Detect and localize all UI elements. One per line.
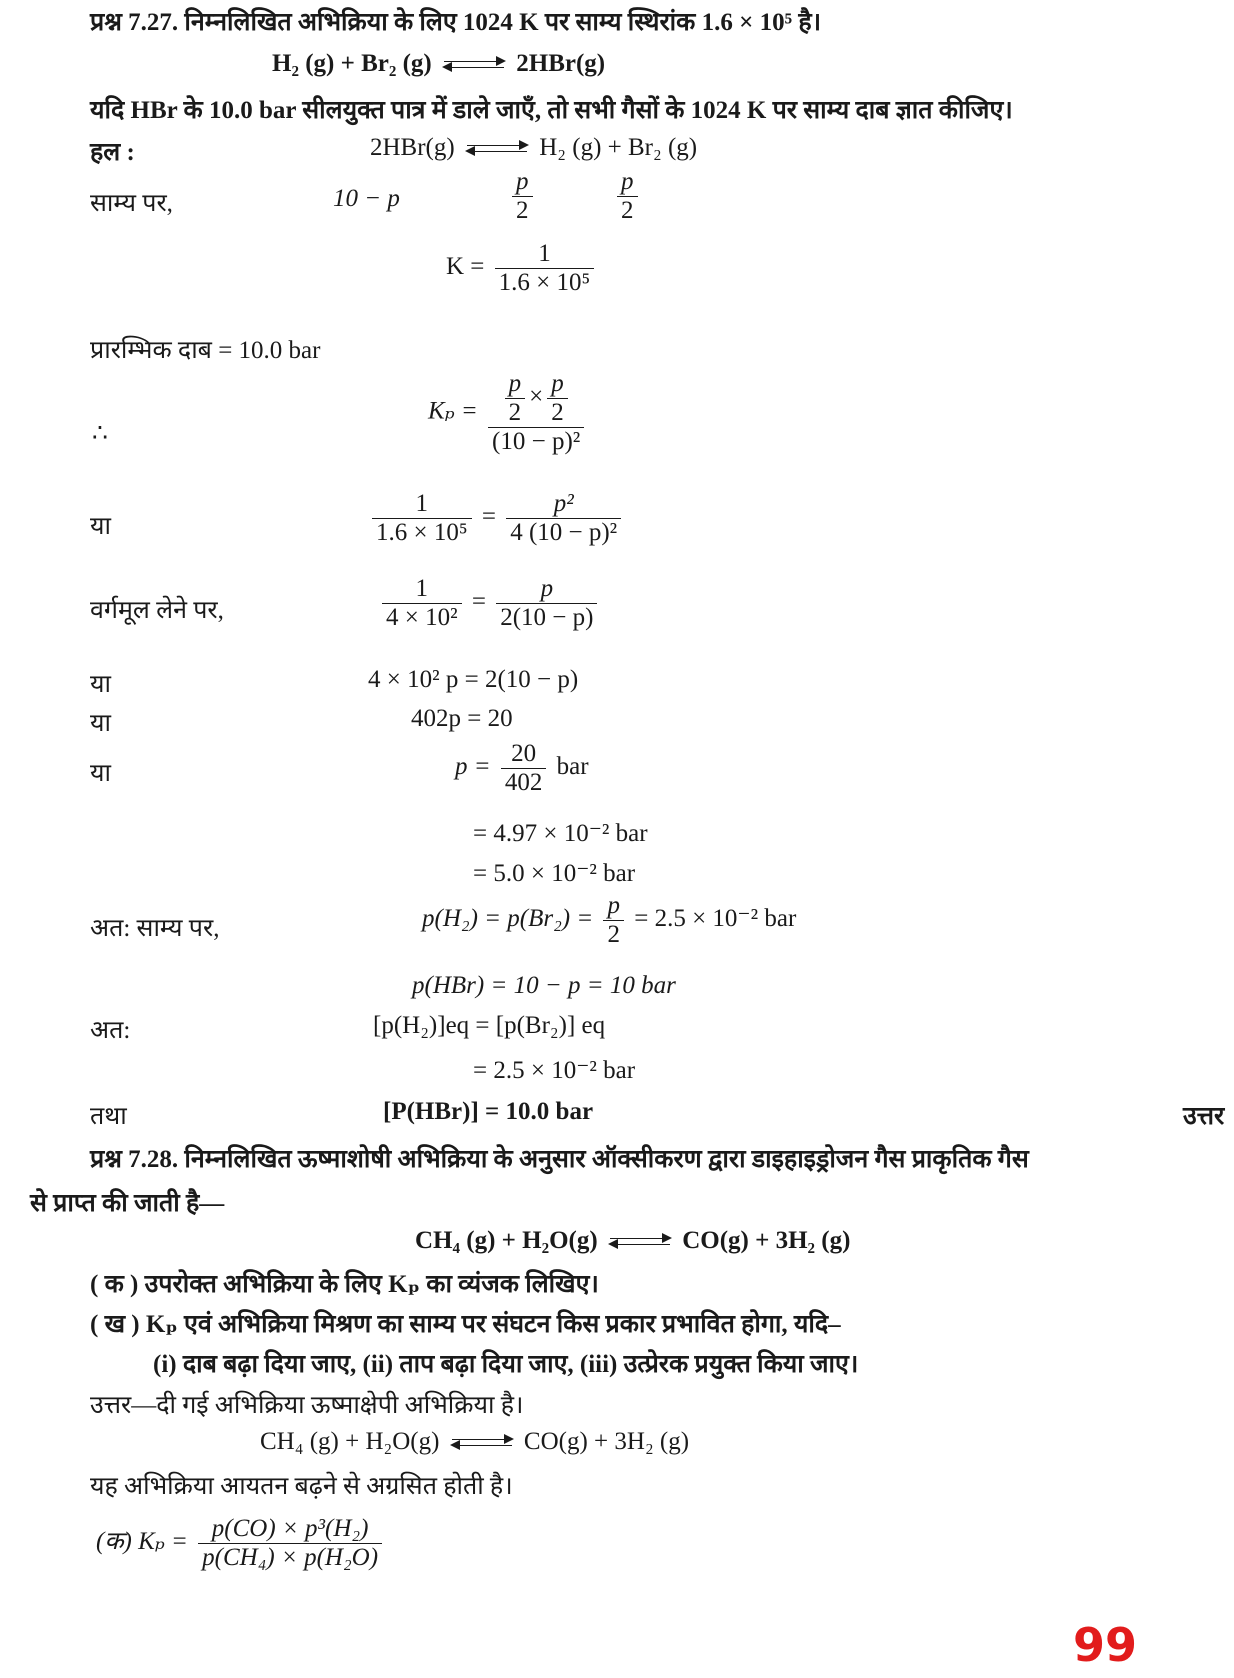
equilibrium-arrow-icon [452, 1436, 512, 1450]
ya-label-4: या [90, 760, 111, 787]
reaction-right: 2HBr(g) [516, 50, 606, 77]
saamya-par-label: साम्य पर, [90, 190, 173, 217]
sqrt-rhs-num: p [540, 575, 554, 602]
page-number: 99 [1073, 1618, 1138, 1672]
question-7-28-title-line1: प्रश्न 7.28. निम्नलिखित ऊष्माशोषी अभिक्रिया के अनुसार ऑक्सीकरण द्वारा डाइहाइड्रोजन गैस प्राकृतिक गैस [90, 1146, 1029, 1173]
partial-pressure-eq [422, 892, 796, 949]
part-ka: ( क ) उपरोक्त अभिक्रिया के लिए Kₚ का व्यंजक लिखिए। [90, 1271, 599, 1298]
value-2: = 5.0 × 10⁻² bar [473, 860, 636, 887]
equilibrium-arrow-icon [610, 1235, 670, 1249]
reaction-equation-3 [260, 1428, 689, 1456]
two-den: 2 [603, 920, 624, 949]
p-eq-label: p = [455, 753, 491, 781]
kp-num: $\frac{p}{2}$ × $\frac{p}{2}$ [497, 370, 576, 427]
p-half-1 [508, 168, 537, 225]
two-den: 2 [512, 196, 533, 225]
step-2: 402p = 20 [411, 705, 513, 732]
ten-minus-p-text: 10 − p [333, 185, 400, 212]
reaction-right: CO(g) + 3H₂ (g) [523, 1428, 690, 1455]
k-equation [446, 240, 598, 297]
lhs-num: 1 [415, 490, 429, 517]
kp-expression-label: (क) Kₚ = [96, 1528, 188, 1556]
bar-unit: bar [556, 753, 589, 781]
p-num: p [551, 370, 564, 397]
k-den: 1.6 × 10⁵ [495, 268, 595, 297]
kp-expression [96, 1515, 386, 1572]
rhs-num: p² [553, 490, 574, 517]
kp-label: Kₚ = [428, 397, 478, 425]
equilibrium-arrow-icon [467, 142, 527, 156]
equilibrium-label: अत: साम्य पर, [90, 915, 220, 942]
two-den: 2 [617, 196, 638, 225]
two-den: 2 [547, 398, 568, 427]
sqrt-lhs-den: 4 × 10² [382, 603, 462, 632]
square-root-label: वर्गमूल लेने पर, [90, 597, 224, 624]
ph2-pbr2: p(H₂) = p(Br₂) = [422, 905, 594, 933]
ph2-value: = 2.5 × 10⁻² bar [634, 905, 797, 933]
eq-pressure-value: = 2.5 × 10⁻² bar [473, 1057, 636, 1084]
part-kha: ( ख ) Kₚ एवं अभिक्रिया मिश्रण का साम्य पर संघटन किस प्रकार प्रभावित होगा, यदि– [90, 1311, 841, 1338]
ten-minus-p [333, 185, 400, 213]
p-num: p [621, 168, 634, 195]
p-num: p [607, 892, 620, 919]
p-value-fraction [455, 740, 589, 797]
reaction-equation-1 [272, 50, 605, 78]
sqrt-rhs-den: 2(10 − p) [496, 603, 597, 632]
eq-pressures: [p(H₂)]eq = [p(Br₂)] eq [373, 1012, 606, 1039]
answer-line: उत्तर—दी गई अभिक्रिया ऊष्माक्षेपी अभिक्रिया है। [90, 1392, 524, 1419]
sqrt-equation: $\frac{1}{\text{4 × 10²}}$ = $\frac{p}{2(10 - p)}$ [378, 575, 601, 632]
sqrt-lhs-num: 1 [415, 575, 429, 602]
equilibrium-arrow-icon [444, 58, 504, 72]
k-num: 1 [538, 240, 551, 267]
hal-label: हल : [90, 139, 135, 166]
kp-expression-den: p(CH₄) × p(H₂O) [202, 1544, 379, 1571]
reverse-reaction [370, 134, 697, 162]
lhs-den: 1.6 × 10⁵ [372, 518, 472, 547]
reaction-left: H₂ (g) + Br₂ (g) [272, 50, 432, 77]
question-7-27-title: प्रश्न 7.27. निम्नलिखित अभिक्रिया के लिए 1024 K पर साम्य स्थिरांक 1.6 × 10⁵ है। [90, 9, 822, 36]
reaction-equation-2 [415, 1227, 850, 1255]
reverse-left: 2HBr(g) [370, 134, 455, 161]
p-num: p [508, 370, 522, 397]
p-num: p [516, 168, 529, 195]
tatha-label: तथा [90, 1103, 127, 1130]
ya-label-2: या [90, 671, 111, 698]
atah-label: अत: [90, 1017, 131, 1044]
final-hbr: [P(HBr)] = 10.0 bar [383, 1098, 594, 1125]
step-1: 4 × 10² p = 2(10 − p) [368, 666, 579, 693]
answer-label: उत्तर [1183, 1103, 1225, 1130]
k-label: K = [446, 253, 485, 281]
part-kha-sub: (i) दाब बढ़ा दिया जाए, (ii) ताप बढ़ा दिया जाए, (iii) उत्प्रेरक प्रयुक्त किया जाए। [153, 1351, 859, 1378]
four-hundred-two: 402 [501, 768, 547, 797]
reaction-left: CH₄ (g) + H₂O(g) [415, 1227, 598, 1254]
kp-equation [428, 370, 588, 456]
twenty: 20 [511, 740, 537, 767]
rhs-den: 4 (10 − p)² [506, 518, 621, 547]
question-7-28-title-line2: से प्राप्त की जाती है— [30, 1190, 225, 1217]
question-7-27-statement: यदि HBr के 10.0 bar सीलयुक्त पात्र में डाले जाएँ, तो सभी गैसों के 1024 K पर साम्य दाब ज्ञात कीजिए। [90, 97, 1013, 124]
value-1: = 4.97 × 10⁻² bar [473, 820, 648, 847]
two-den: 2 [505, 398, 526, 427]
phbr-text: p(HBr) = 10 − p = 10 bar [412, 972, 676, 999]
reaction-right: CO(g) + 3H₂ (g) [682, 1227, 851, 1254]
initial-pressure: प्रारम्भिक दाब = 10.0 bar [90, 337, 321, 364]
ratio-equation: $\frac{1}{\text{1.6 × 10⁵}}$ = $\frac{\text{p²}}{\text{4 (10 − p)²}}$ [368, 490, 625, 547]
p-half-2 [613, 168, 642, 225]
therefore-symbol: ∴ [92, 420, 108, 447]
kp-expression-num: p(CO) × p³(H₂) [211, 1515, 369, 1542]
kp-den: (10 − p)² [488, 427, 584, 456]
ya-label-1: या [90, 513, 111, 540]
ya-label-3: या [90, 710, 111, 737]
phbr-equation [412, 972, 676, 1000]
statement-2: यह अभिक्रिया आयतन बढ़ने से अग्रसित होती है। [90, 1473, 513, 1500]
reaction-left: CH₄ (g) + H₂O(g) [260, 1428, 440, 1455]
reverse-right: H₂ (g) + Br₂ (g) [539, 134, 698, 161]
